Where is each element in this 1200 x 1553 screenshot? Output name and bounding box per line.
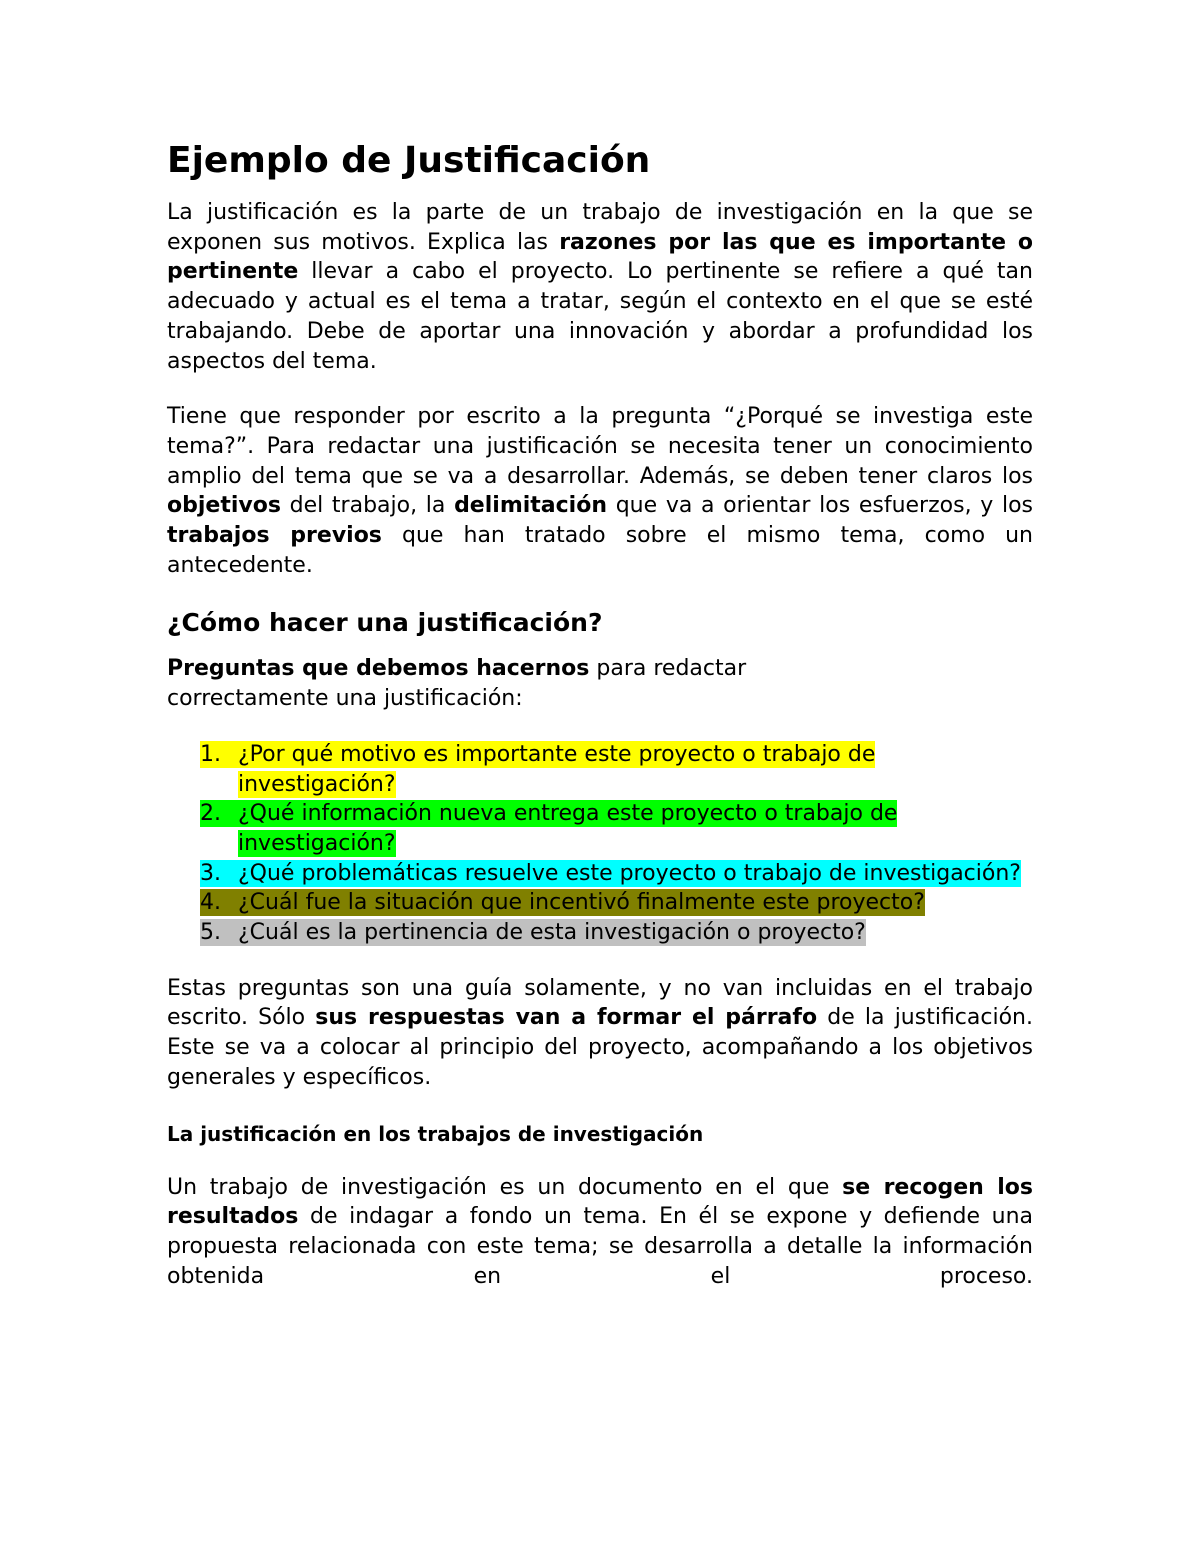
intro-p1-bold: razones por las que es importante o pertinente	[167, 229, 1033, 285]
question-item	[200, 888, 1033, 918]
intro-p2-text-g: que han tratado sobre el mismo tema, como un antecedente.	[167, 523, 1033, 578]
research-text-a: Un trabajo de investigación es un documento en el que	[167, 1174, 843, 1200]
guide-paragraph	[167, 974, 1033, 1093]
section-heading-research: La justificación en los trabajos de investigación	[167, 1121, 704, 1146]
guide-bold: sus respuestas van a formar el párrafo	[315, 1005, 818, 1031]
research-paragraph	[167, 1173, 1033, 1292]
document-page	[167, 138, 1033, 1317]
guide-text-a: Estas preguntas son una guía solamente, y no van incluidas en el trabajo escrito. Sólo	[167, 975, 1033, 1031]
question-highlight	[200, 919, 866, 946]
question-text: ¿Por qué motivo es importante este proyecto o trabajo de investigación?	[238, 741, 876, 797]
intro-paragraph-2	[167, 402, 1033, 580]
question-highlight	[200, 889, 925, 916]
question-highlight	[200, 800, 897, 857]
question-text: ¿Cuál fue la situación que incentivó finalmente este proyecto?	[238, 890, 925, 916]
question-highlight	[200, 860, 1021, 887]
questions-lead-bold: Preguntas que debemos hacernos	[167, 656, 590, 682]
question-text: ¿Qué problemáticas resuelve este proyecto o trabajo de investigación?	[238, 860, 1021, 886]
question-number: 2.	[200, 801, 221, 827]
questions-lead-rest: para redactar correctamente una justificación:	[167, 656, 747, 712]
question-number: 3.	[200, 860, 221, 886]
question-item	[200, 918, 1033, 948]
intro-p2-text-c: del trabajo, la	[280, 493, 455, 519]
question-item	[200, 799, 1033, 858]
intro-p1-text-c: llevar a cabo el proyecto. Lo pertinente se refiere a qué tan adecuado y actual es el tema a tratar, según el contexto en el que se esté trabajando. Debe de aportar una innovación y abordar a profundidad los aspectos del tema.	[167, 259, 1033, 374]
intro-paragraph-1	[167, 198, 1033, 376]
research-bold: se recogen los resultados	[167, 1174, 1034, 1230]
intro-p2-text-e: que va a orientar los esfuerzos, y los	[607, 493, 1033, 519]
question-highlight	[200, 741, 875, 798]
question-text: ¿Cuál es la pertinencia de esta investigación o proyecto?	[238, 920, 866, 946]
intro-p2-objetivos: objetivos	[167, 493, 281, 519]
intro-p2-delimitacion: delimitación	[454, 493, 607, 519]
question-text: ¿Qué información nueva entrega este proyecto o trabajo de investigación?	[238, 801, 898, 856]
question-number: 1.	[200, 741, 221, 767]
question-number: 5.	[200, 920, 221, 946]
intro-p2-trabajos-previos: trabajos previos	[167, 523, 382, 549]
intro-p2-text-a: Tiene que responder por escrito a la pregunta “¿Porqué se investiga este tema?”. Para redactar una justificación se necesita tener un conocimiento amplio del tema que se va a desarrollar. Además, se deben tener claros los	[167, 404, 1033, 489]
guide-text-c: de la justificación. Este se va a colocar al principio del proyecto, acompañando a los objetivos generales y específicos.	[167, 1005, 1033, 1090]
questions-lead	[167, 654, 857, 713]
question-item	[200, 740, 1033, 799]
questions-list	[167, 740, 1033, 948]
page-title: Ejemplo de Justificación	[167, 140, 651, 181]
intro-p1-text-a: La justificación es la parte de un trabajo de investigación en la que se exponen sus motivos. Explica las	[167, 200, 1033, 255]
question-number: 4.	[200, 890, 221, 916]
section-heading-how: ¿Cómo hacer una justificación?	[167, 608, 603, 638]
research-text-c: de indagar a fondo un tema. En él se expone y defiende una propuesta relacionada con este tema; se desarrolla a detalle la información obtenida en el proceso.	[167, 1204, 1033, 1289]
question-item	[200, 859, 1033, 889]
